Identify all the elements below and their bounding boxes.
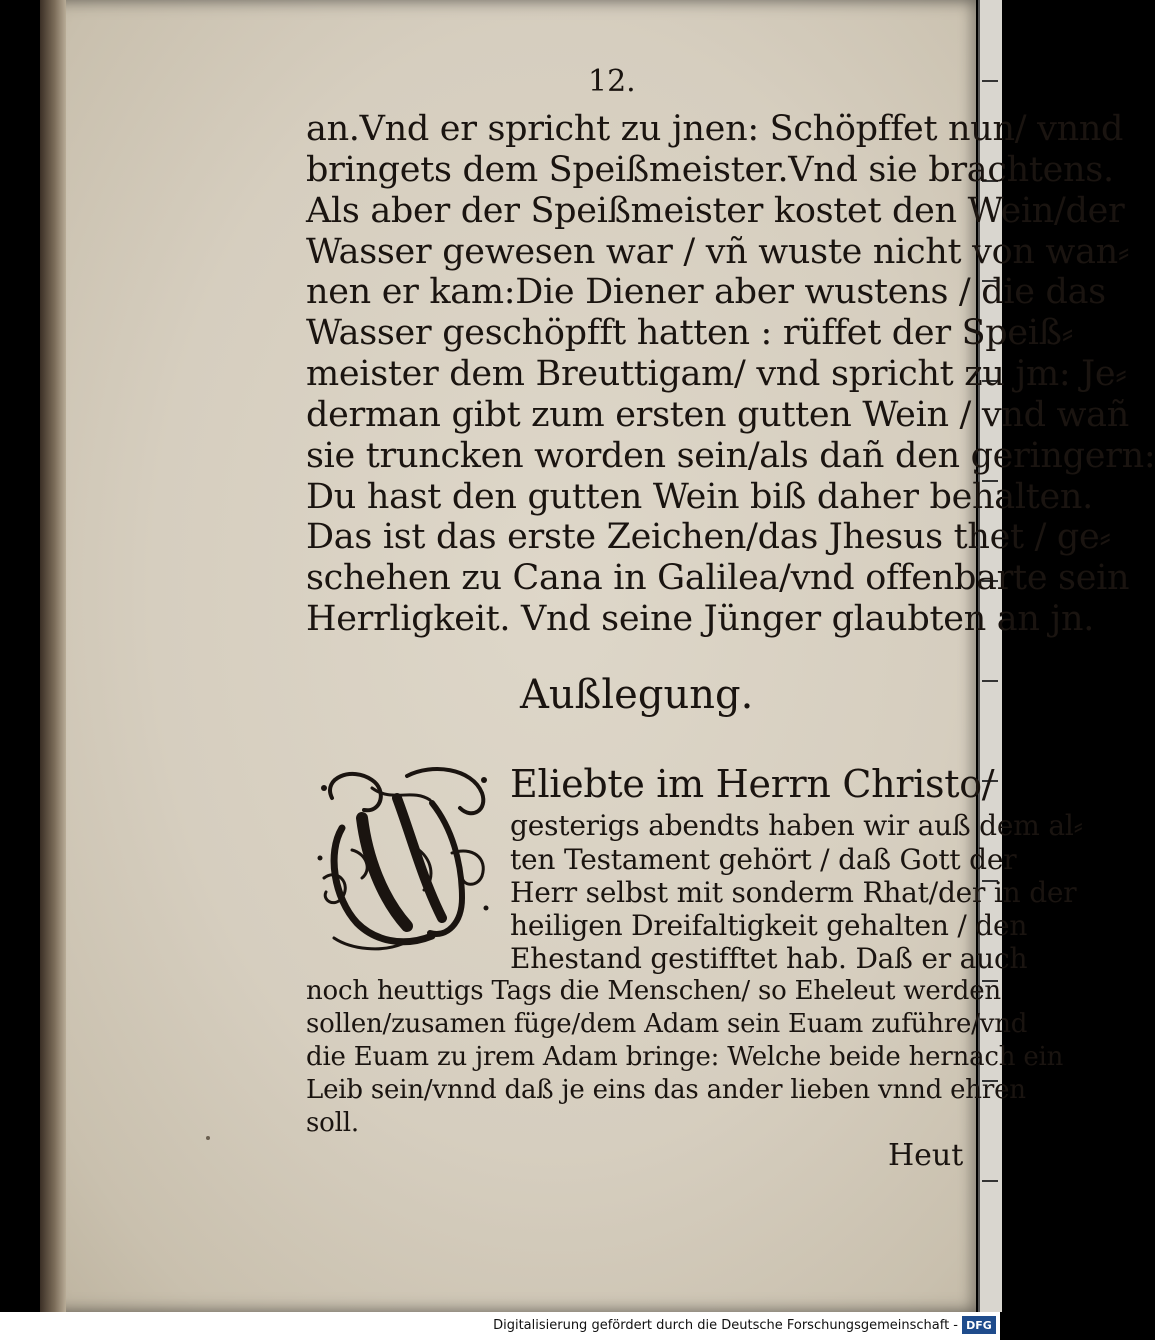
text-line: schehen zu Cana in Galilea/vnd offenbarte sein (306, 558, 1130, 598)
catchword: Heut (888, 1138, 964, 1173)
paper-speck (206, 1136, 210, 1140)
funding-footer (0, 1312, 1000, 1340)
text-line: Wasser geschöpfft hatten : rüffet der Speiß⸗ (306, 313, 1074, 353)
page-number: 12. (588, 64, 636, 99)
text-line: Wasser gewesen war / vñ wuste nicht von wan⸗ (306, 232, 1130, 272)
text-line: nen er kam:Die Diener aber wustens / die das (306, 272, 1106, 312)
text-line: gesterigs abendts haben wir auß dem al⸗ (510, 809, 1083, 842)
section-heading: Außlegung. (520, 672, 754, 718)
text-line: Ehestand gestifftet hab. Daß er auch (510, 942, 1028, 975)
text-line-large: Eliebte im Herrn Christo/ (510, 762, 995, 806)
dfg-logo: DFG (962, 1316, 996, 1334)
text-line: bringets dem Speißmeister.Vnd sie brachtens. (306, 150, 1114, 190)
text-line: die Euam zu jrem Adam bringe: Welche beide hernach ein (306, 1042, 1064, 1072)
text-line: derman gibt zum ersten gutten Wein / vnd wañ (306, 395, 1129, 435)
text-line: sie truncken worden sein/als dañ den geringern: (306, 436, 1155, 476)
text-line: noch heuttigs Tags die Menschen/ so Eheleut werden (306, 976, 1001, 1006)
text-line: Du hast den gutten Wein biß daher behalten. (306, 477, 1093, 517)
text-line: soll. (306, 1108, 359, 1138)
text-line: ten Testament gehört / daß Gott der (510, 843, 1017, 876)
funding-note: Digitalisierung gefördert durch die Deutsche Forschungsgemeinschaft - (493, 1318, 958, 1333)
text-line: Als aber der Speißmeister kostet den Wein/der (306, 191, 1125, 231)
text-line: Herrligkeit. Vnd seine Jünger glaubten an jn. (306, 599, 1095, 639)
book-spine (40, 0, 66, 1312)
text-line: sollen/zusamen füge/dem Adam sein Euam zuführe/vnd (306, 1009, 1028, 1039)
text-line: Herr selbst mit sonderm Rhat/der in der (510, 876, 1077, 909)
decorated-initial-image (312, 758, 492, 954)
text-line: heiligen Dreifaltigkeit gehalten / den (510, 909, 1028, 942)
text-line: an.Vnd er spricht zu jnen: Schöpffet nun/ vnnd (306, 109, 1124, 149)
text-line: meister dem Breuttigam/ vnd spricht zu jm: Je⸗ (306, 354, 1127, 394)
text-line: Das ist das erste Zeichen/das Jhesus thet / ge⸗ (306, 517, 1111, 557)
text-line: Leib sein/vnnd daß je eins das ander lieben vnnd ehren (306, 1075, 1026, 1105)
